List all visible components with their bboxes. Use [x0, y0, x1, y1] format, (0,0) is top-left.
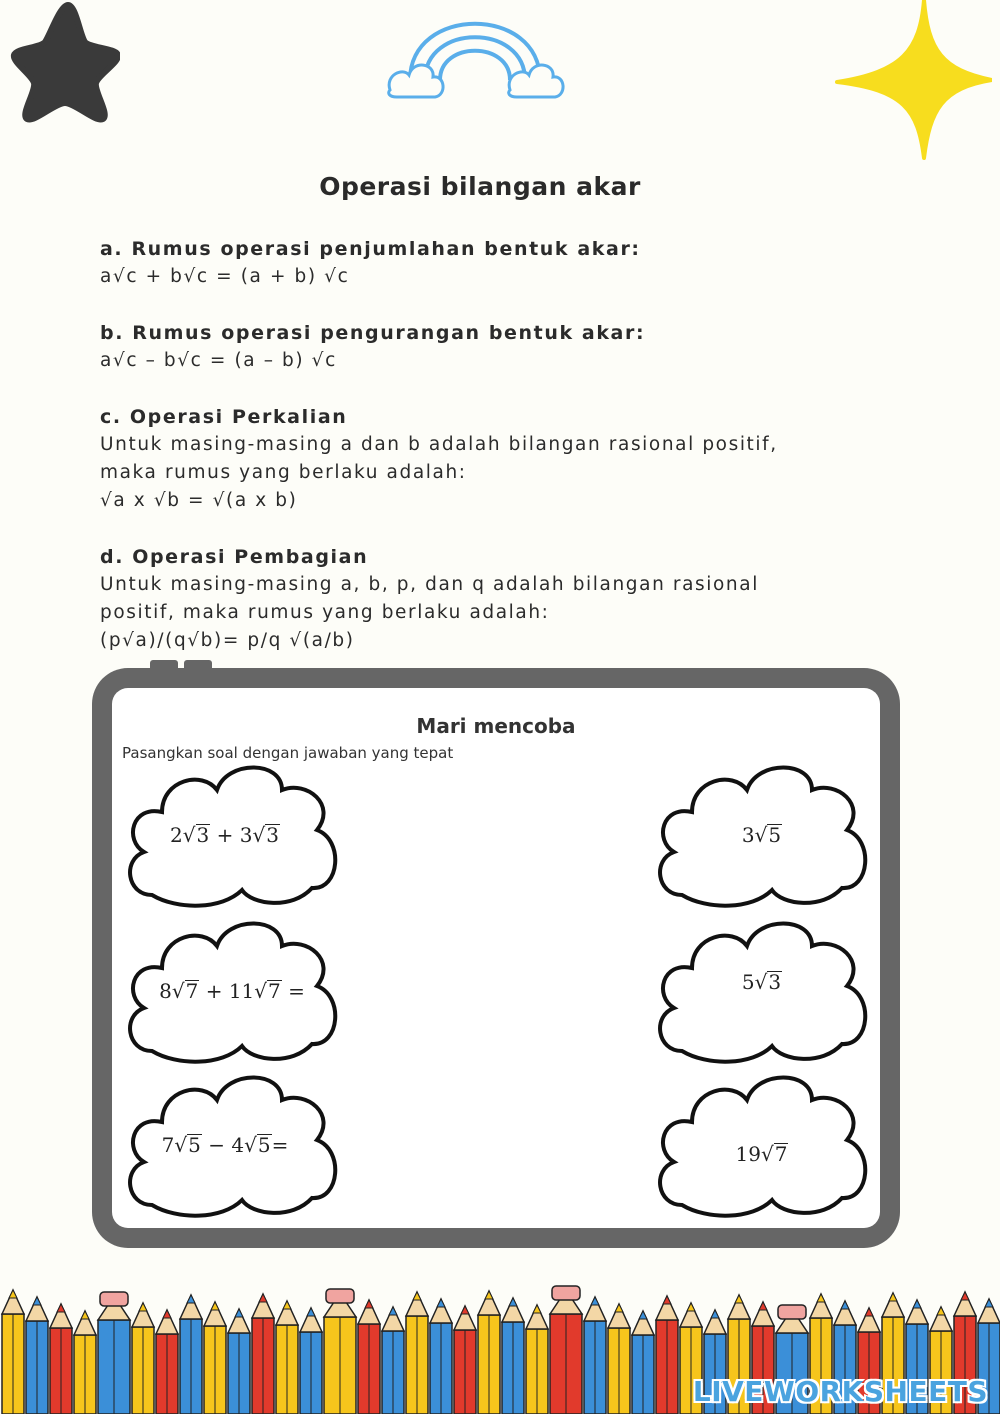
pencil-icon — [204, 1302, 226, 1414]
pencil-icon — [478, 1291, 500, 1414]
section-heading: b. Rumus operasi pengurangan bentuk akar: — [100, 322, 646, 344]
pencil-icon — [632, 1311, 654, 1414]
pencil-icon — [584, 1297, 606, 1414]
question-cloud-3[interactable] — [122, 1070, 342, 1220]
pencil-icon — [656, 1296, 678, 1414]
question-cloud-1[interactable] — [122, 760, 342, 910]
answer-cloud-3[interactable] — [652, 1070, 872, 1220]
activity-panel — [112, 688, 880, 1228]
activity-instruction: Pasangkan soal dengan jawaban yang tepat — [122, 744, 454, 762]
answer-expression[interactable]: 5√3 — [741, 970, 782, 994]
section-line: a√c – b√c = (a – b) √c — [100, 350, 337, 371]
rainbow-icon — [385, 5, 565, 105]
pencil-icon — [252, 1294, 274, 1414]
pencil-icon — [502, 1298, 524, 1414]
pencil-icon — [74, 1311, 96, 1414]
pencil-icon — [454, 1306, 476, 1414]
pencil-icon — [50, 1304, 72, 1414]
pencil-icon — [2, 1290, 24, 1414]
activity-title: Mari mencoba — [416, 714, 576, 738]
activity-board — [92, 668, 900, 1248]
question-expression[interactable]: 8√7 + 11√7 = — [159, 979, 305, 1003]
pencil-icon — [26, 1297, 48, 1414]
pencil-icon — [228, 1309, 250, 1414]
answer-expression[interactable]: 3√5 — [741, 823, 782, 847]
question-expression[interactable]: 7√5 − 4√5= — [161, 1133, 289, 1157]
board-tab — [150, 660, 178, 672]
section-multiplication — [100, 403, 900, 515]
section-addition — [100, 235, 900, 291]
pencil-icon — [406, 1292, 428, 1414]
section-division — [100, 543, 900, 655]
section-line: maka rumus yang berlaku adalah: — [100, 462, 467, 483]
pencil-icon — [550, 1286, 582, 1414]
board-tab — [184, 660, 212, 672]
section-heading: d. Operasi Pembagian — [100, 546, 369, 568]
pencil-icon — [276, 1301, 298, 1414]
page-title: Operasi bilangan akar — [319, 172, 641, 201]
section-subtraction — [100, 319, 900, 375]
pencil-icon — [132, 1303, 154, 1414]
pencil-icon — [382, 1307, 404, 1414]
section-line: √a x √b = √(a x b) — [100, 490, 298, 511]
pencil-icon — [324, 1289, 356, 1414]
pencil-icon — [608, 1304, 630, 1414]
yellow-sparkle-icon — [832, 0, 992, 160]
section-heading: c. Operasi Perkalian — [100, 406, 348, 428]
section-line: Untuk masing-masing a dan b adalah bilangan rasional positif, — [100, 434, 778, 455]
answer-cloud-2[interactable] — [652, 916, 872, 1066]
question-cloud-2[interactable] — [122, 916, 342, 1066]
pencil-icon — [156, 1310, 178, 1414]
pencil-icon — [526, 1305, 548, 1414]
section-heading: a. Rumus operasi penjumlahan bentuk akar: — [100, 238, 641, 260]
answer-expression[interactable]: 19√7 — [735, 1142, 788, 1166]
watermark: LIVEWORKSHEETS — [692, 1375, 988, 1408]
section-line: positif, maka rumus yang berlaku adalah: — [100, 602, 550, 623]
section-line: Untuk masing-masing a, b, p, dan q adalah bilangan rasional — [100, 574, 759, 595]
question-expression[interactable]: 2√3 + 3√3 — [170, 823, 279, 847]
section-line: (p√a)/(q√b)= p/q √(a/b) — [100, 630, 355, 651]
pencil-icon — [358, 1300, 380, 1414]
pencil-icon — [430, 1299, 452, 1414]
formula-content — [100, 235, 900, 683]
dark-star-icon — [10, 0, 120, 125]
section-line: a√c + b√c = (a + b) √c — [100, 266, 350, 287]
answer-cloud-1[interactable] — [652, 760, 872, 910]
pencil-icon — [98, 1292, 130, 1414]
pencil-icon — [300, 1308, 322, 1414]
pencil-icon — [180, 1295, 202, 1414]
